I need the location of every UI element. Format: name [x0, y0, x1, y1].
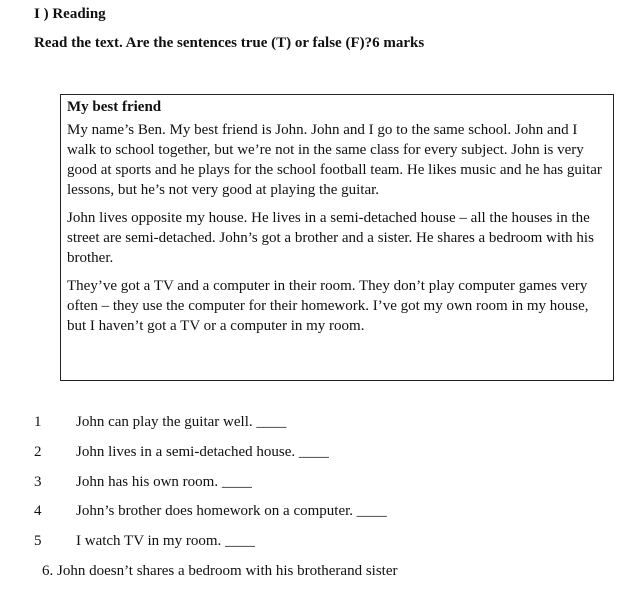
question-6: 6. John doesn’t shares a bedroom with his brotherand sister — [42, 563, 398, 579]
question-text: John’s brother does homework on a computer. ____ — [76, 503, 387, 519]
question-text: I watch TV in my room. ____ — [76, 533, 256, 549]
passage-paragraph-3: They’ve got a TV and a computer in their room. They don’t play computer games very often – they use the computer for their homework. I’ve got my own room in my house, but I haven’t got a TV or a computer in my room. — [67, 278, 589, 334]
instructions: Read the text. Are the sentences true (T) or false (F)?6 marks — [34, 35, 425, 51]
question-text: John lives in a semi-detached house. ____ — [76, 444, 329, 460]
question-number: 2 — [34, 444, 42, 460]
question-number: 5 — [34, 533, 42, 549]
passage-paragraph-1: My name’s Ben. My best friend is John. John and I go to the same school. John and I walk to school together, but we’re not in the same class for every subject. John is very good at sports and he plays for the school football team. He likes music and he has guitar lessons, but he’s not very good at playing the guitar. — [67, 122, 602, 198]
question-number: 4 — [34, 503, 42, 519]
question-text: John can play the guitar well. ____ — [76, 414, 287, 430]
passage-title: My best friend — [67, 99, 162, 115]
question-number: 1 — [34, 414, 42, 430]
question-number: 3 — [34, 474, 42, 490]
question-text: John has his own room. ____ — [76, 474, 252, 490]
reading-passage-box — [60, 94, 614, 381]
section-title: I ) Reading — [34, 6, 106, 22]
passage-paragraph-2: John lives opposite my house. He lives in a semi-detached house – all the houses in the street are semi-detached. John’s got a brother and a sister. He shares a bedroom with his brother. — [67, 210, 594, 266]
